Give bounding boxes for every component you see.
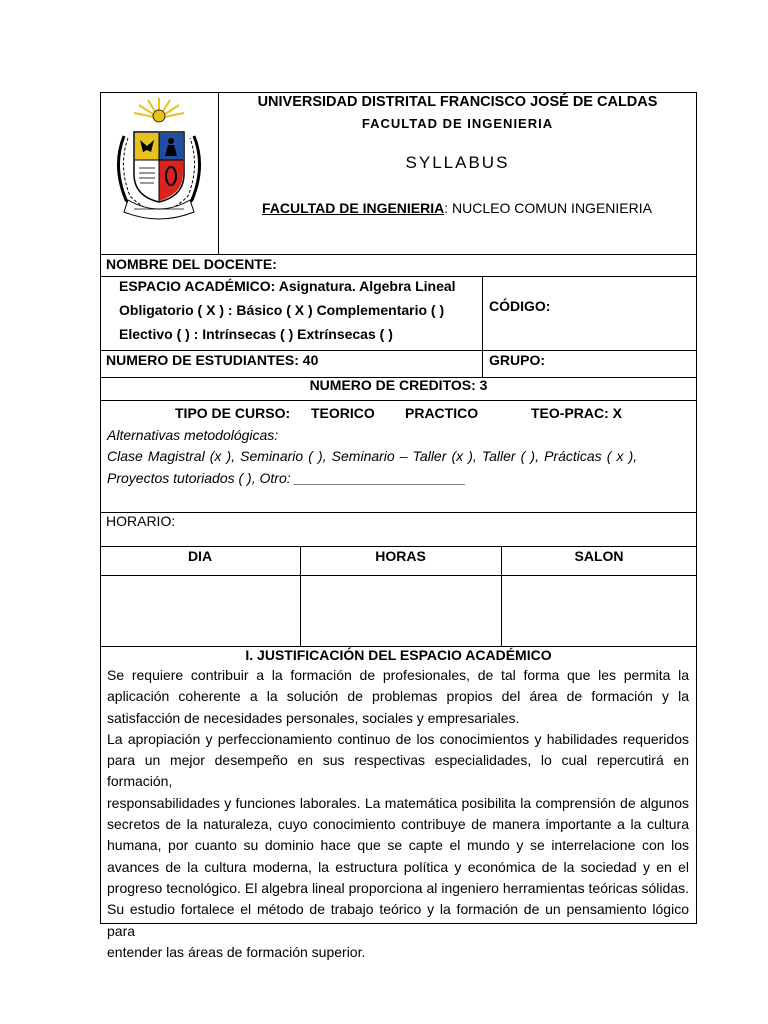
justificacion-line: secretos de la naturaleza, cuyo conocimiento contribuye de manera importante a la cultura bbox=[107, 816, 689, 833]
rule bbox=[100, 276, 697, 277]
horario-label: HORARIO: bbox=[106, 513, 176, 529]
justificacion-line: Se requiere contribuir a la formación de profesionales, de tal forma que les permita la bbox=[107, 667, 689, 683]
numero-estudiantes: NUMERO DE ESTUDIANTES: 40 bbox=[106, 352, 319, 368]
alternativas-title: Alternativas metodológicas: bbox=[107, 427, 279, 443]
justificacion-line: Su estudio fortalece el método de trabajo teórico y la formación de un pensamiento lógico para bbox=[107, 901, 689, 939]
justificacion-line: aplicación coherente a la solución de problemas propios del área de formación y la bbox=[107, 688, 689, 705]
justificacion-line: entender las áreas de formación superior. bbox=[107, 943, 366, 960]
docente-label: NOMBRE DEL DOCENTE: bbox=[106, 256, 277, 272]
column-horas: HORAS bbox=[375, 548, 426, 564]
column-dia: DIA bbox=[187, 548, 213, 564]
justificacion-line: humana, por cuanto su dominio hace que se capte el mundo y se interrelacione con los bbox=[107, 837, 689, 854]
faculty-line-value: : NUCLEO COMUN INGENIERIA bbox=[444, 200, 652, 216]
justificacion-text bbox=[107, 665, 689, 963]
tipo-obligatorio: Obligatorio ( X ) : Básico ( X ) Complementario ( ) bbox=[119, 302, 445, 318]
rule bbox=[100, 512, 697, 513]
alternativas-line-1: Clase Magistral (x ), Seminario ( ), Seminario – Taller (x ), Taller ( ), Prácticas ( x ), bbox=[107, 448, 638, 464]
university-crest-icon bbox=[110, 96, 208, 222]
document-title: SYLLABUS bbox=[405, 153, 510, 172]
teorico-label: TEORICO bbox=[311, 405, 375, 421]
codigo-divider bbox=[482, 276, 483, 377]
rule bbox=[100, 400, 697, 401]
column-salon: SALON bbox=[574, 548, 624, 564]
justificacion-line: La apropiación y perfeccionamiento continuo de los conocimientos y habilidades requeridos bbox=[107, 730, 689, 747]
justificacion-line: progreso tecnológico. El algebra lineal proporciona al ingeniero herramientas teóricas sólidas. bbox=[107, 879, 689, 896]
rule bbox=[100, 546, 697, 547]
university-name: UNIVERSIDAD DISTRITAL FRANCISCO JOSÉ DE CALDAS bbox=[257, 94, 658, 110]
justificacion-title: I. JUSTIFICACIÓN DEL ESPACIO ACADÉMICO bbox=[245, 647, 552, 663]
teo-prac-label: TEO-PRAC: X bbox=[531, 405, 622, 421]
rule bbox=[100, 350, 697, 351]
justificacion-line: satisfacción de necesidades personales, sociales y empresariales. bbox=[107, 709, 520, 726]
tipo-electivo: Electivo ( ) : Intrínsecas ( ) Extrínsecas ( ) bbox=[119, 326, 393, 342]
rule bbox=[100, 575, 697, 576]
justificacion-line: avances de la cultura moderna, la estructura política y económica de la sociedad y en el bbox=[107, 858, 689, 875]
justificacion-line: responsabilidades y funciones laborales. La matemática posibilita la comprensión de algunos bbox=[107, 794, 689, 811]
rule bbox=[100, 254, 697, 255]
alternativas-line-2: Proyectos tutoriados ( ), Otro: ______________________ bbox=[107, 470, 466, 486]
espacio-academico: ESPACIO ACADÉMICO: Asignatura. Algebra Lineal bbox=[119, 278, 456, 294]
justificacion-line: para un mejor desempeño en sus respectivas especialidades, lo cual repercutirá en formación, bbox=[107, 752, 689, 790]
faculty-name: FACULTAD DE INGENIERIA bbox=[361, 116, 554, 131]
faculty-line-label: FACULTAD DE INGENIERIA bbox=[262, 200, 445, 216]
codigo-label: CÓDIGO: bbox=[489, 298, 551, 314]
tipo-curso-label: TIPO DE CURSO: bbox=[175, 405, 291, 421]
faculty-line bbox=[262, 200, 652, 216]
grupo-label: GRUPO: bbox=[489, 352, 545, 368]
numero-creditos: NUMERO DE CREDITOS: 3 bbox=[309, 377, 488, 393]
practico-label: PRACTICO bbox=[405, 405, 479, 421]
